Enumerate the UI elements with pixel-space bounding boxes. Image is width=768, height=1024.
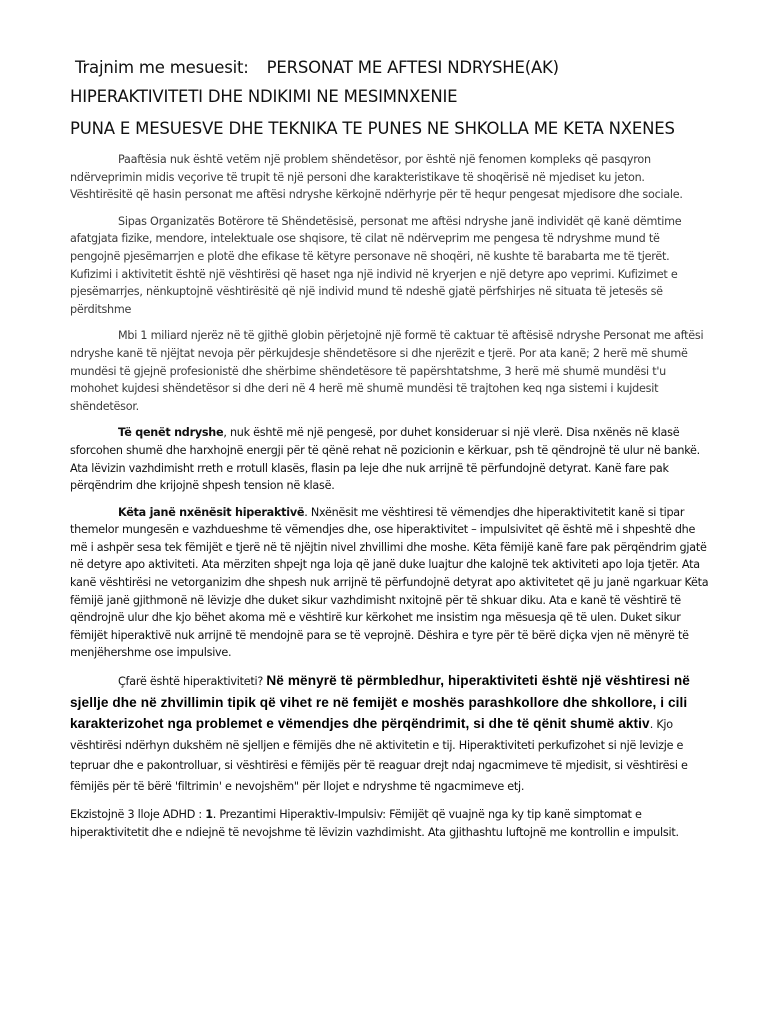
paragraph-what-is-hyperactivity: Çfarë është hiperaktiviteti? Në mënyrë të përmbledhur, hiperaktiviteti është një vështiresi në sjellje dhe në zhvillimin tipik që vihet re në femijët e moshës parashkollore dhe shkollore, i cili karakterizohet nga problemet e vëmendjes dhe përqëndrimit, si dhe të qënit shumë aktiv. Kjo vështirësi ndërhyn dukshëm në sjelljen e fëmijës dhe në aktivitetin e tij. Hiperaktiviteti perkufizohet si një levizje e tepruar dhe e pakontrolluar, si vështirësi e fëmijës për të reaguar drejt ndaj ngacmimeve të mjedisit, si vështirësi e fëmijës për të bërë 'filtrimin' e nevojshëm" për llojet e ndryshme të ngacmimeve etj. [70,673,690,793]
document-title [70,58,710,77]
paragraph-hyperactive-students: Këta janë nxënësit hiperaktivë. Nxënësit me vështiresi të vëmendjes dhe hiperaktivitetit kanë si tipar themelor mungesën e vazhdueshme të vëmendjes dhe, ose hiperaktivitet – impulsivitet që është më i shpeshtë dhe më i ashpër sesa tek fëmijët e tjerë në të njëjtin nivel zhvillimi dhe moshe. Këta fëmijë kanë fare pak përqëndrim gjatë në detyre apo aktiviteti. Ata mërziten shpejt nga loja që janë duke luajtur dhe kalojnë tek aktiviteti apo loja tjetër. Ata kanë vështirësi ne vetorganizim dhe shpesh nuk arrijnë të përfundojnë detyrat apo aktivitetet që ju janë ngarkuar Këta fëmijë janë gjithmonë në lëvizje dhe duket sikur vazhdimisht nxitojnë për të shkuar diku. Ata e kanë të vështirë të qëndrojnë ulur dhe kjo bëhet akoma më e vështirë kur kërkohet me insistim nga mësuesja që të ulen. Duket sikur fëmijët hiperaktivë nuk arrijnë të mendojnë para se të veprojnë. Dëshira e tyre për të bërë diçka vjen në mënyrë të menjëhershme ose impulsive. [70,505,709,660]
heading-teacher-work: PUNA E MESUESVE DHE TEKNIKA TE PUNES NE SHKOLLA ME KETA NXENES [70,119,675,138]
paragraph-adhd-types: Ekzistojnë 3 lloje ADHD : 1. Prezantimi Hiperaktiv-Impulsiv: Fëmijët që vuajnë nga ky tip kanë simptomat e hiperaktivitetit dhe e ndiejnë të nevojshme të lëvizin vazhdimisht. Ata gjithashtu luftojnë me kontrollin e impulsit. [70,808,679,839]
heading-hyperactivity: HIPERAKTIVITETI DHE NDIKIMI NE MESIMNXENIE [70,87,458,106]
paragraph-disability: Paaftësia nuk është vetëm një problem shëndetësor, por është një fenomen kompleks që pasqyron ndërveprimin midis veçorive të trupit të një personi dhe karakteristikave të shoqërisë në mjediset ku jeton. Vështirësitë që hasin personat me aftësi ndryshe kërkojnë ndërhyrje për të hequr pengesat mjedisore dhe sociale. [70,153,683,202]
document-page [70,58,710,850]
paragraph-being-different: Të qenët ndryshe, nuk është më një pengesë, por duhet konsideruar si një vlerë. Disa nxënës në klasë sforcohen shumë dhe harxhojnë energji për të qënë rehat në pozicionin e kërkuar, psh të qëndrojnë të ulur në bankë. Ata lëvizin vazhdimisht rreth e rrotull klasës, flasin pa leje dhe nuk arrijnë të përfundojnë detyrat. Kanë fare pak përqëndrim dhe krijojnë shpesh tension në klasë. [70,426,700,493]
paragraph-who-definition: Sipas Organizatës Botërore të Shëndetësisë, personat me aftësi ndryshe janë individët që kanë dëmtime afatgjata fizike, mendore, intelektuale ose shqisore, të cilat në ndërveprim me pengesa të ndryshme mund të pengojnë pjesëmarrjen e plotë dhe efikase të këtyre personave në shoqëri, në kushte të barabarta me të tjerët. Kufizimi i aktivitetit është një vështirësi që haset nga një individ në kryerjen e një detyre apo veprimi. Kufizimet e pjesëmarrjes, nënkuptojnë vështirësitë që një individ mund të ndeshë gjatë përfshirjes në situata të jetesës së përditshme [70,214,682,316]
title-text: PERSONAT ME AFTESI NDRYSHE(AK) [266,58,559,77]
training-label: Trajnim me mesuesit: [75,58,249,77]
paragraph-statistics: Mbi 1 miliard njerëz në të gjithë globin përjetojnë një formë të caktuar të aftësisë ndryshe Personat me aftësi ndryshe kanë të njëjtat nevoja për përkujdesje shëndetësore si dhe njerëzit e tjerë. Por ata kanë; 2 herë më shumë mundësi të gjejnë profesionistë dhe shërbime shëndetësore të papërshtatshme, 3 herë më shumë mundësi t'u mohohet kujdesi shëndetësor si dhe deri në 4 herë më shumë mundësi të trajtohen keq nga sistemi i kujdesit shëndetësor. [70,329,704,413]
